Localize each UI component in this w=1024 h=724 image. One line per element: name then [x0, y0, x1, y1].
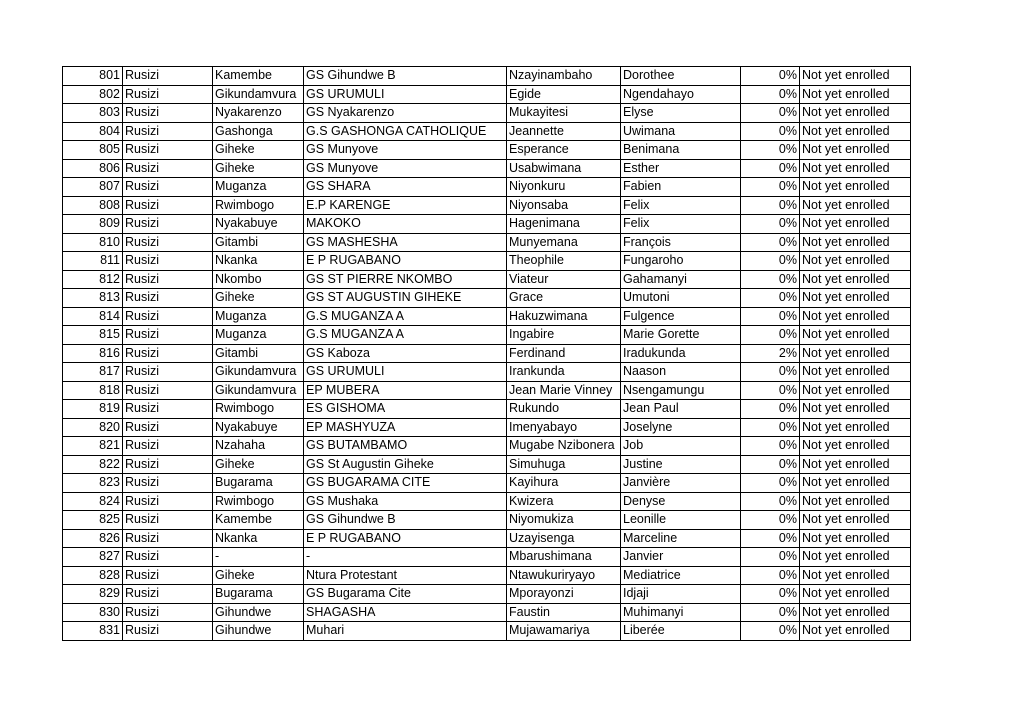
row-number-cell: 809 — [63, 215, 123, 234]
last-name-cell: Grace — [507, 289, 621, 308]
progress-percent-cell: 0% — [741, 104, 800, 123]
first-name-cell: Elyse — [621, 104, 741, 123]
row-number-cell: 812 — [63, 270, 123, 289]
status-cell: Not yet enrolled — [800, 233, 911, 252]
sector-cell: Nzahaha — [213, 437, 304, 456]
district-cell: Rusizi — [123, 622, 213, 641]
sector-cell: - — [213, 548, 304, 567]
district-cell: Rusizi — [123, 344, 213, 363]
status-cell: Not yet enrolled — [800, 511, 911, 530]
first-name-cell: Janvière — [621, 474, 741, 493]
school-cell: - — [304, 548, 507, 567]
row-number-cell: 825 — [63, 511, 123, 530]
table-row — [63, 400, 911, 419]
status-cell: Not yet enrolled — [800, 307, 911, 326]
first-name-cell: Justine — [621, 455, 741, 474]
district-cell: Rusizi — [123, 307, 213, 326]
progress-percent-cell: 0% — [741, 326, 800, 345]
school-cell: MAKOKO — [304, 215, 507, 234]
row-number-cell: 821 — [63, 437, 123, 456]
school-cell: GS Mushaka — [304, 492, 507, 511]
status-cell: Not yet enrolled — [800, 104, 911, 123]
first-name-cell: Benimana — [621, 141, 741, 160]
last-name-cell: Uzayisenga — [507, 529, 621, 548]
table-row — [63, 585, 911, 604]
progress-percent-cell: 0% — [741, 289, 800, 308]
row-number-cell: 804 — [63, 122, 123, 141]
row-number-cell: 826 — [63, 529, 123, 548]
school-cell: GS Nyakarenzo — [304, 104, 507, 123]
school-cell: GS SHARA — [304, 178, 507, 197]
sector-cell: Gitambi — [213, 233, 304, 252]
school-cell: GS Gihundwe B — [304, 67, 507, 86]
row-number-cell: 820 — [63, 418, 123, 437]
last-name-cell: Hakuzwimana — [507, 307, 621, 326]
progress-percent-cell: 0% — [741, 400, 800, 419]
district-cell: Rusizi — [123, 548, 213, 567]
status-cell: Not yet enrolled — [800, 492, 911, 511]
school-cell: GS Bugarama Cite — [304, 585, 507, 604]
status-cell: Not yet enrolled — [800, 344, 911, 363]
first-name-cell: Esther — [621, 159, 741, 178]
status-cell: Not yet enrolled — [800, 381, 911, 400]
row-number-cell: 802 — [63, 85, 123, 104]
sector-cell: Muganza — [213, 307, 304, 326]
district-cell: Rusizi — [123, 492, 213, 511]
row-number-cell: 822 — [63, 455, 123, 474]
sector-cell: Giheke — [213, 566, 304, 585]
school-cell: G.S MUGANZA A — [304, 307, 507, 326]
progress-percent-cell: 0% — [741, 363, 800, 382]
last-name-cell: Ntawukuriryayo — [507, 566, 621, 585]
row-number-cell: 814 — [63, 307, 123, 326]
sector-cell: Rwimbogo — [213, 196, 304, 215]
district-cell: Rusizi — [123, 196, 213, 215]
district-cell: Rusizi — [123, 159, 213, 178]
first-name-cell: Marceline — [621, 529, 741, 548]
table-row — [63, 529, 911, 548]
status-cell: Not yet enrolled — [800, 548, 911, 567]
row-number-cell: 817 — [63, 363, 123, 382]
sector-cell: Nkanka — [213, 252, 304, 271]
row-number-cell: 803 — [63, 104, 123, 123]
status-cell: Not yet enrolled — [800, 289, 911, 308]
status-cell: Not yet enrolled — [800, 585, 911, 604]
row-number-cell: 806 — [63, 159, 123, 178]
sector-cell: Nyakabuye — [213, 418, 304, 437]
sector-cell: Nyakabuye — [213, 215, 304, 234]
row-number-cell: 805 — [63, 141, 123, 160]
last-name-cell: Esperance — [507, 141, 621, 160]
school-cell: E P RUGABANO — [304, 252, 507, 271]
school-cell: GS URUMULI — [304, 85, 507, 104]
status-cell: Not yet enrolled — [800, 474, 911, 493]
status-cell: Not yet enrolled — [800, 85, 911, 104]
table-row — [63, 363, 911, 382]
row-number-cell: 823 — [63, 474, 123, 493]
district-cell: Rusizi — [123, 455, 213, 474]
table-row — [63, 511, 911, 530]
status-cell: Not yet enrolled — [800, 67, 911, 86]
school-cell: GS URUMULI — [304, 363, 507, 382]
district-cell: Rusizi — [123, 566, 213, 585]
status-cell: Not yet enrolled — [800, 603, 911, 622]
district-cell: Rusizi — [123, 511, 213, 530]
row-number-cell: 824 — [63, 492, 123, 511]
status-cell: Not yet enrolled — [800, 326, 911, 345]
row-number-cell: 813 — [63, 289, 123, 308]
status-cell: Not yet enrolled — [800, 178, 911, 197]
table-row — [63, 492, 911, 511]
district-cell: Rusizi — [123, 529, 213, 548]
row-number-cell: 801 — [63, 67, 123, 86]
school-cell: GS ST PIERRE NKOMBO — [304, 270, 507, 289]
status-cell: Not yet enrolled — [800, 622, 911, 641]
school-cell: GS ST AUGUSTIN GIHEKE — [304, 289, 507, 308]
last-name-cell: Faustin — [507, 603, 621, 622]
table-row — [63, 603, 911, 622]
school-cell: G.S GASHONGA CATHOLIQUE — [304, 122, 507, 141]
last-name-cell: Niyomukiza — [507, 511, 621, 530]
school-cell: EP MUBERA — [304, 381, 507, 400]
school-cell: ES GISHOMA — [304, 400, 507, 419]
school-cell: GS Munyove — [304, 141, 507, 160]
progress-percent-cell: 0% — [741, 622, 800, 641]
sector-cell: Gikundamvura — [213, 363, 304, 382]
first-name-cell: François — [621, 233, 741, 252]
table-row — [63, 122, 911, 141]
sector-cell: Muganza — [213, 178, 304, 197]
sector-cell: Gikundamvura — [213, 381, 304, 400]
district-cell: Rusizi — [123, 585, 213, 604]
row-number-cell: 810 — [63, 233, 123, 252]
table-row — [63, 622, 911, 641]
district-cell: Rusizi — [123, 603, 213, 622]
first-name-cell: Fabien — [621, 178, 741, 197]
progress-percent-cell: 0% — [741, 455, 800, 474]
sector-cell: Giheke — [213, 159, 304, 178]
row-number-cell: 827 — [63, 548, 123, 567]
first-name-cell: Umutoni — [621, 289, 741, 308]
table-row — [63, 307, 911, 326]
progress-percent-cell: 0% — [741, 67, 800, 86]
table-row — [63, 344, 911, 363]
first-name-cell: Joselyne — [621, 418, 741, 437]
district-cell: Rusizi — [123, 474, 213, 493]
last-name-cell: Nzayinambaho — [507, 67, 621, 86]
table-row — [63, 289, 911, 308]
row-number-cell: 808 — [63, 196, 123, 215]
progress-percent-cell: 0% — [741, 307, 800, 326]
last-name-cell: Kayihura — [507, 474, 621, 493]
table-row — [63, 85, 911, 104]
last-name-cell: Kwizera — [507, 492, 621, 511]
row-number-cell: 815 — [63, 326, 123, 345]
table-row — [63, 252, 911, 271]
school-cell: GS BUGARAMA CITE — [304, 474, 507, 493]
school-cell: GS Kaboza — [304, 344, 507, 363]
row-number-cell: 819 — [63, 400, 123, 419]
status-cell: Not yet enrolled — [800, 363, 911, 382]
sector-cell: Bugarama — [213, 585, 304, 604]
progress-percent-cell: 0% — [741, 215, 800, 234]
district-cell: Rusizi — [123, 363, 213, 382]
district-cell: Rusizi — [123, 418, 213, 437]
last-name-cell: Jeannette — [507, 122, 621, 141]
last-name-cell: Jean Marie Vinney — [507, 381, 621, 400]
district-cell: Rusizi — [123, 270, 213, 289]
progress-percent-cell: 0% — [741, 511, 800, 530]
row-number-cell: 818 — [63, 381, 123, 400]
progress-percent-cell: 0% — [741, 85, 800, 104]
first-name-cell: Naason — [621, 363, 741, 382]
progress-percent-cell: 0% — [741, 270, 800, 289]
sector-cell: Nkombo — [213, 270, 304, 289]
table-row — [63, 474, 911, 493]
progress-percent-cell: 2% — [741, 344, 800, 363]
last-name-cell: Usabwimana — [507, 159, 621, 178]
first-name-cell: Job — [621, 437, 741, 456]
last-name-cell: Mbarushimana — [507, 548, 621, 567]
first-name-cell: Dorothee — [621, 67, 741, 86]
district-cell: Rusizi — [123, 326, 213, 345]
sector-cell: Nyakarenzo — [213, 104, 304, 123]
table-row — [63, 67, 911, 86]
last-name-cell: Munyemana — [507, 233, 621, 252]
district-cell: Rusizi — [123, 233, 213, 252]
sector-cell: Nkanka — [213, 529, 304, 548]
status-cell: Not yet enrolled — [800, 455, 911, 474]
district-cell: Rusizi — [123, 104, 213, 123]
enrollment-table — [62, 66, 911, 641]
school-cell: SHAGASHA — [304, 603, 507, 622]
progress-percent-cell: 0% — [741, 122, 800, 141]
district-cell: Rusizi — [123, 400, 213, 419]
last-name-cell: Mporayonzi — [507, 585, 621, 604]
district-cell: Rusizi — [123, 289, 213, 308]
progress-percent-cell: 0% — [741, 492, 800, 511]
status-cell: Not yet enrolled — [800, 215, 911, 234]
district-cell: Rusizi — [123, 381, 213, 400]
school-cell: EP MASHYUZA — [304, 418, 507, 437]
sector-cell: Gikundamvura — [213, 85, 304, 104]
first-name-cell: Nsengamungu — [621, 381, 741, 400]
last-name-cell: Simuhuga — [507, 455, 621, 474]
school-cell: Ntura Protestant — [304, 566, 507, 585]
district-cell: Rusizi — [123, 437, 213, 456]
first-name-cell: Felix — [621, 215, 741, 234]
status-cell: Not yet enrolled — [800, 566, 911, 585]
school-cell: GS St Augustin Giheke — [304, 455, 507, 474]
last-name-cell: Viateur — [507, 270, 621, 289]
first-name-cell: Fulgence — [621, 307, 741, 326]
table-row — [63, 326, 911, 345]
table-row — [63, 548, 911, 567]
district-cell: Rusizi — [123, 178, 213, 197]
table-row — [63, 233, 911, 252]
progress-percent-cell: 0% — [741, 566, 800, 585]
school-cell: G.S MUGANZA A — [304, 326, 507, 345]
first-name-cell: Marie Gorette — [621, 326, 741, 345]
sector-cell: Gihundwe — [213, 622, 304, 641]
sector-cell: Giheke — [213, 141, 304, 160]
last-name-cell: Niyonkuru — [507, 178, 621, 197]
last-name-cell: Mugabe Nzibonera — [507, 437, 621, 456]
school-cell: GS Munyove — [304, 159, 507, 178]
progress-percent-cell: 0% — [741, 418, 800, 437]
table-row — [63, 437, 911, 456]
sector-cell: Gashonga — [213, 122, 304, 141]
last-name-cell: Niyonsaba — [507, 196, 621, 215]
district-cell: Rusizi — [123, 215, 213, 234]
row-number-cell: 807 — [63, 178, 123, 197]
sector-cell: Muganza — [213, 326, 304, 345]
status-cell: Not yet enrolled — [800, 141, 911, 160]
last-name-cell: Egide — [507, 85, 621, 104]
status-cell: Not yet enrolled — [800, 252, 911, 271]
first-name-cell: Fungaroho — [621, 252, 741, 271]
progress-percent-cell: 0% — [741, 548, 800, 567]
first-name-cell: Uwimana — [621, 122, 741, 141]
progress-percent-cell: 0% — [741, 233, 800, 252]
school-cell: GS MASHESHA — [304, 233, 507, 252]
first-name-cell: Leonille — [621, 511, 741, 530]
progress-percent-cell: 0% — [741, 585, 800, 604]
school-cell: E.P KARENGE — [304, 196, 507, 215]
sector-cell: Giheke — [213, 455, 304, 474]
school-cell: GS BUTAMBAMO — [304, 437, 507, 456]
last-name-cell: Ferdinand — [507, 344, 621, 363]
first-name-cell: Gahamanyi — [621, 270, 741, 289]
row-number-cell: 811 — [63, 252, 123, 271]
sector-cell: Gihundwe — [213, 603, 304, 622]
last-name-cell: Hagenimana — [507, 215, 621, 234]
school-cell: E P RUGABANO — [304, 529, 507, 548]
first-name-cell: Iradukunda — [621, 344, 741, 363]
first-name-cell: Mediatrice — [621, 566, 741, 585]
status-cell: Not yet enrolled — [800, 418, 911, 437]
table-row — [63, 381, 911, 400]
first-name-cell: Idjaji — [621, 585, 741, 604]
sector-cell: Rwimbogo — [213, 492, 304, 511]
table-row — [63, 215, 911, 234]
row-number-cell: 816 — [63, 344, 123, 363]
sector-cell: Kamembe — [213, 511, 304, 530]
status-cell: Not yet enrolled — [800, 529, 911, 548]
district-cell: Rusizi — [123, 122, 213, 141]
status-cell: Not yet enrolled — [800, 437, 911, 456]
progress-percent-cell: 0% — [741, 603, 800, 622]
row-number-cell: 830 — [63, 603, 123, 622]
table-row — [63, 178, 911, 197]
last-name-cell: Rukundo — [507, 400, 621, 419]
progress-percent-cell: 0% — [741, 141, 800, 160]
sector-cell: Gitambi — [213, 344, 304, 363]
first-name-cell: Felix — [621, 196, 741, 215]
sector-cell: Kamembe — [213, 67, 304, 86]
school-cell: Muhari — [304, 622, 507, 641]
district-cell: Rusizi — [123, 252, 213, 271]
table-row — [63, 196, 911, 215]
table-row — [63, 566, 911, 585]
progress-percent-cell: 0% — [741, 196, 800, 215]
sector-cell: Bugarama — [213, 474, 304, 493]
first-name-cell: Muhimanyi — [621, 603, 741, 622]
district-cell: Rusizi — [123, 85, 213, 104]
table-row — [63, 455, 911, 474]
row-number-cell: 829 — [63, 585, 123, 604]
progress-percent-cell: 0% — [741, 529, 800, 548]
row-number-cell: 831 — [63, 622, 123, 641]
district-cell: Rusizi — [123, 141, 213, 160]
table-row — [63, 270, 911, 289]
progress-percent-cell: 0% — [741, 252, 800, 271]
status-cell: Not yet enrolled — [800, 159, 911, 178]
row-number-cell: 828 — [63, 566, 123, 585]
table-row — [63, 159, 911, 178]
status-cell: Not yet enrolled — [800, 196, 911, 215]
status-cell: Not yet enrolled — [800, 400, 911, 419]
progress-percent-cell: 0% — [741, 474, 800, 493]
last-name-cell: Mujawamariya — [507, 622, 621, 641]
first-name-cell: Ngendahayo — [621, 85, 741, 104]
progress-percent-cell: 0% — [741, 437, 800, 456]
last-name-cell: Theophile — [507, 252, 621, 271]
table-row — [63, 141, 911, 160]
progress-percent-cell: 0% — [741, 159, 800, 178]
table-body — [63, 67, 911, 641]
last-name-cell: Ingabire — [507, 326, 621, 345]
first-name-cell: Janvier — [621, 548, 741, 567]
last-name-cell: Irankunda — [507, 363, 621, 382]
first-name-cell: Denyse — [621, 492, 741, 511]
table-row — [63, 104, 911, 123]
school-cell: GS Gihundwe B — [304, 511, 507, 530]
status-cell: Not yet enrolled — [800, 270, 911, 289]
district-cell: Rusizi — [123, 67, 213, 86]
progress-percent-cell: 0% — [741, 178, 800, 197]
status-cell: Not yet enrolled — [800, 122, 911, 141]
last-name-cell: Mukayitesi — [507, 104, 621, 123]
table-row — [63, 418, 911, 437]
sector-cell: Giheke — [213, 289, 304, 308]
first-name-cell: Jean Paul — [621, 400, 741, 419]
last-name-cell: Imenyabayo — [507, 418, 621, 437]
sector-cell: Rwimbogo — [213, 400, 304, 419]
first-name-cell: Liberée — [621, 622, 741, 641]
progress-percent-cell: 0% — [741, 381, 800, 400]
